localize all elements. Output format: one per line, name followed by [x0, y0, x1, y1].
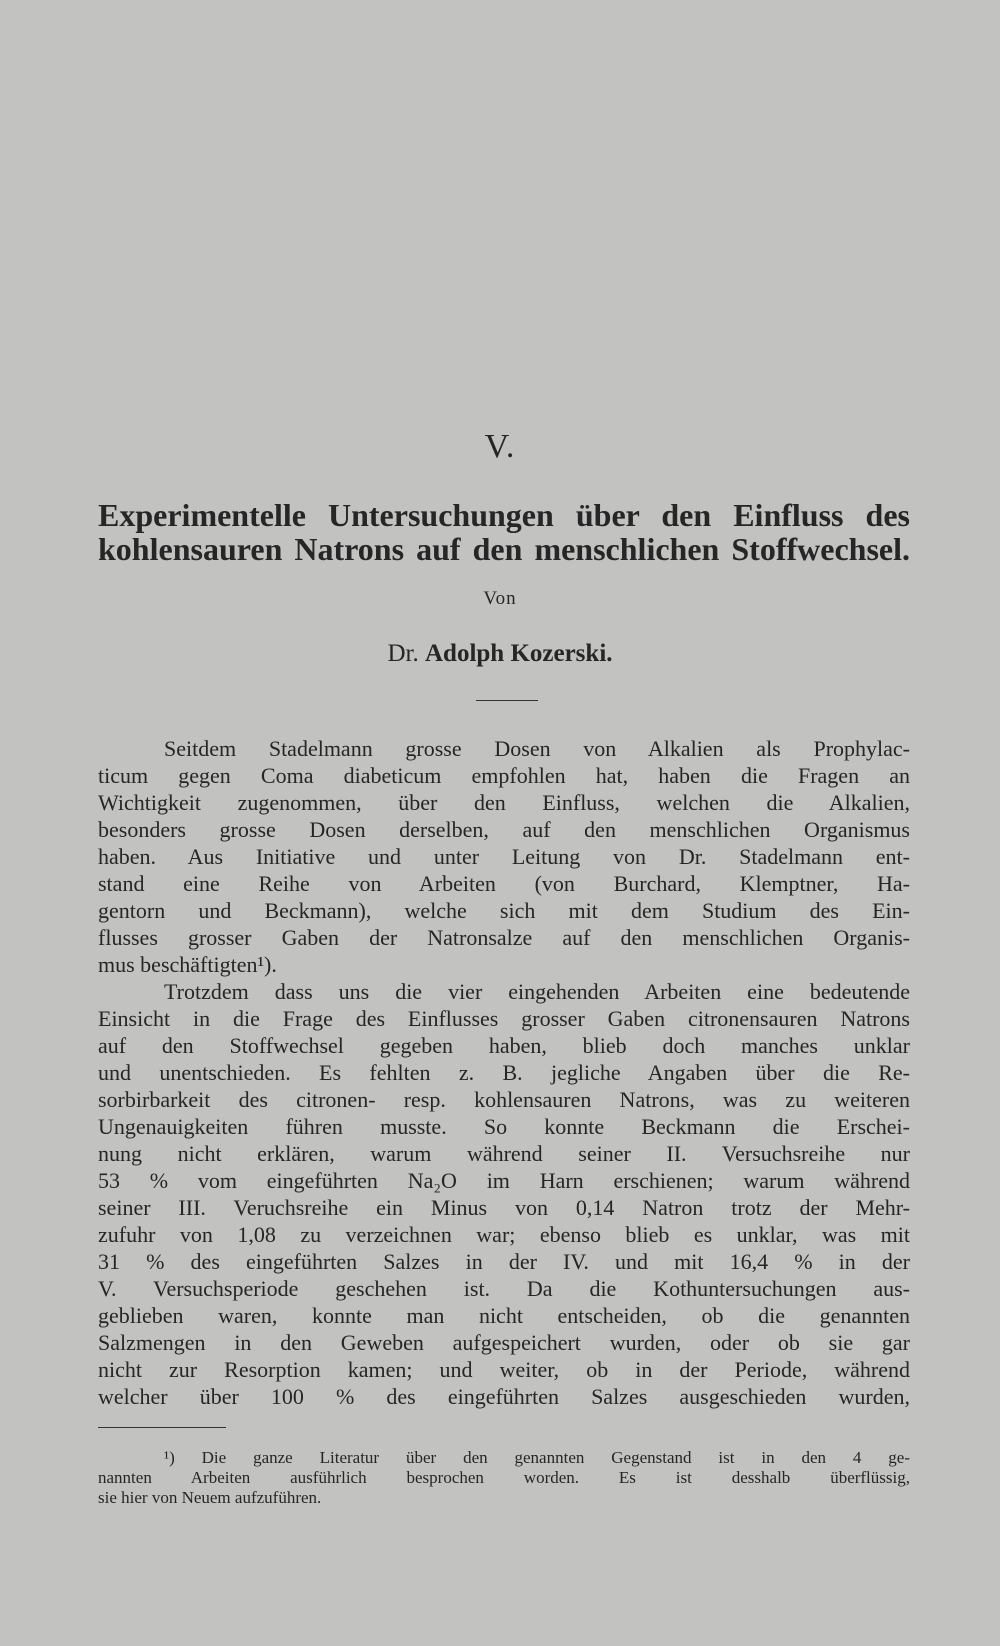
author-prefix: Dr.	[387, 640, 419, 667]
article-title	[98, 498, 910, 566]
body-line: seiner III. Veruchsreihe ein Minus von 0,14 Natron trotz der Mehr-	[98, 1195, 910, 1220]
footnote-line: sie hier von Neuem aufzuführen.	[98, 1488, 322, 1507]
body-line: Wichtigkeit zugenommen, über den Einfluss, welchen die Alkalien,	[98, 790, 910, 815]
body-line: Salzmengen in den Geweben aufgespeichert wurden, oder ob sie gar	[98, 1330, 910, 1355]
title-divider	[476, 700, 538, 701]
body-line: besonders grosse Dosen derselben, auf den menschlichen Organismus	[98, 817, 910, 842]
body-line: haben. Aus Initiative und unter Leitung von Dr. Stadelmann ent-	[98, 844, 910, 869]
body-line: gentorn und Beckmann), welche sich mit dem Studium des Ein-	[98, 898, 910, 923]
body-line: Einsicht in die Frage des Einflusses grosser Gaben citronensauren Natrons	[98, 1006, 910, 1031]
body-line: nung nicht erklären, warum während seiner II. Versuchsreihe nur	[98, 1141, 910, 1166]
author-name: Adolph Kozerski.	[424, 640, 613, 667]
author-line	[0, 640, 1000, 668]
body-line: ticum gegen Coma diabeticum empfohlen hat, haben die Fragen an	[98, 763, 910, 788]
body-line: sorbirbarkeit des citronen- resp. kohlensauren Natrons, was zu weiteren	[98, 1087, 910, 1112]
title-line-1: Experimentelle Untersuchungen über den Einfluss des	[98, 497, 910, 533]
body-line: welcher über 100 % des eingeführten Salzes ausgeschieden wurden,	[98, 1384, 910, 1409]
body-text	[98, 735, 910, 1410]
body-line: Trotzdem dass uns die vier eingehenden Arbeiten eine bedeutende	[164, 979, 910, 1004]
title-line-2: kohlensauren Natrons auf den menschlichen Stoffwechsel.	[98, 531, 910, 567]
body-line: Ungenauigkeiten führen musste. So konnte Beckmann die Erschei-	[98, 1114, 910, 1139]
body-line: V. Versuchsperiode geschehen ist. Da die Kothuntersuchungen aus-	[98, 1276, 910, 1301]
body-line: 31 % des eingeführten Salzes in der IV. und mit 16,4 % in der	[98, 1249, 910, 1274]
body-line: Seitdem Stadelmann grosse Dosen von Alkalien als Prophylac-	[164, 736, 910, 761]
footnote-divider	[98, 1427, 226, 1428]
body-line: 53 % vom eingeführten Na₂O im Harn erschienen; warum während	[98, 1168, 910, 1193]
body-line: zufuhr von 1,08 zu verzeichnen war; ebenso blieb es unklar, was mit	[98, 1222, 910, 1247]
body-line: mus beschäftigten¹).	[98, 952, 277, 977]
body-line: und unentschieden. Es fehlten z. B. jegliche Angaben über die Re-	[98, 1060, 910, 1085]
body-line: nicht zur Resorption kamen; und weiter, ob in der Periode, während	[98, 1357, 910, 1382]
body-line: stand eine Reihe von Arbeiten (von Burchard, Klemptner, Ha-	[98, 871, 910, 896]
by-line: Von	[483, 588, 517, 609]
body-line: auf den Stoffwechsel gegeben haben, blieb doch manches unklar	[98, 1033, 910, 1058]
footnote-line: ¹) Die ganze Literatur über den genannten Gegenstand ist in den 4 ge-	[164, 1448, 910, 1467]
footnote	[98, 1448, 910, 1508]
chapter-number: V.	[484, 428, 516, 465]
footnote-line: nannten Arbeiten ausführlich besprochen worden. Es ist desshalb überflüssig,	[98, 1468, 910, 1487]
body-line: geblieben waren, konnte man nicht entscheiden, ob die genannten	[98, 1303, 910, 1328]
body-line: flusses grosser Gaben der Natronsalze auf den menschlichen Organis-	[98, 925, 910, 950]
